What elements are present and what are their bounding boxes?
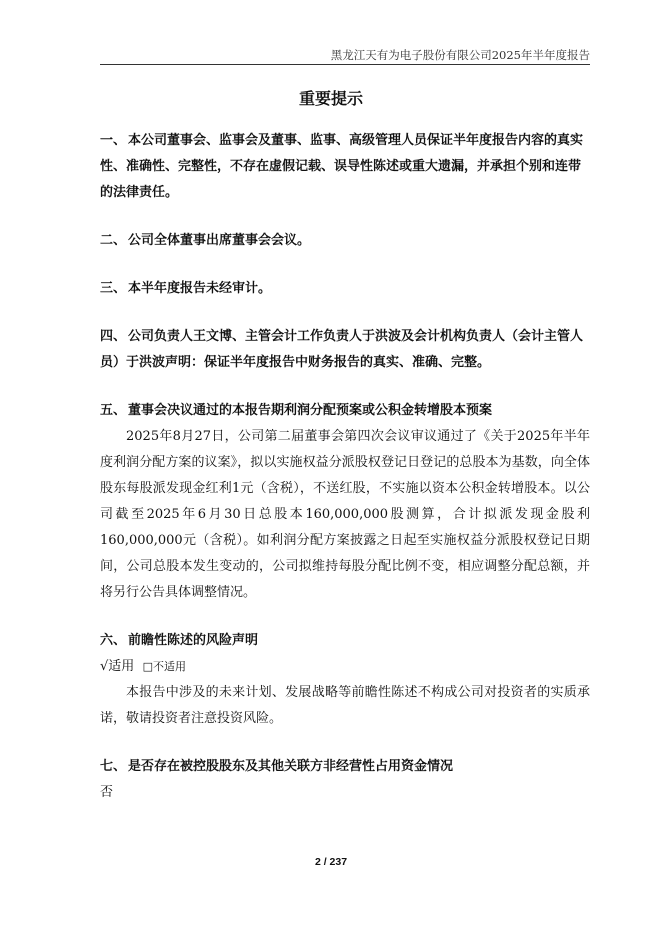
section-text: 公司负责人王文博、主管会计工作负责人于洪波及会计机构负责人（会计主管人员）于洪波声明：保证半年度报告中财务报告的真实、准确、完整。	[100, 329, 584, 370]
section-text: 是否存在被控股股东及其他关联方非经营性占用资金情况	[128, 759, 454, 774]
section-text: 本公司董事会、监事会及董事、监事、高级管理人员保证半年度报告内容的真实性、准确性、完整性，不存在虚假记载、误导性陈述或重大遗漏，并承担个别和连带的法律责任。	[100, 133, 584, 200]
applicable-checkbox: √适用	[100, 659, 135, 674]
section-text: 公司全体董事出席董事会会议。	[128, 233, 311, 248]
page-header: 黑龙江天有为电子股份有限公司2025年半年度报告	[330, 48, 590, 62]
section-text: 本半年度报告未经审计。	[128, 281, 272, 296]
section-number: 七、	[100, 759, 127, 774]
section-1-heading	[100, 128, 590, 206]
section-5-heading	[100, 398, 590, 424]
section-7-heading	[100, 754, 590, 780]
profit-distribution-paragraph: 2025年8月27日，公司第二届董事会第四次会议审议通过了《关于2025年半年度利润分配方案的议案》，拟以实施权益分派股权登记日登记的总股本为基数，向全体股东每股派发现金红利1元（含税），不送红股，不实施以资本公积金转增股本。以公司截至2025年6月30日总股本160,000,000股测算，合计拟派发现金股利160,000,000元（含税）。如利润分配方案披露之日起至实施权益分派股权登记日期间，公司总股本发生变动的，公司拟维持每股分配比例不变，相应调整分配总额，并将另行公告具体调整情况。	[100, 429, 590, 600]
section-2-heading	[100, 228, 590, 254]
section-number: 二、	[100, 233, 127, 248]
section-4-heading	[100, 324, 590, 376]
section-number: 六、	[100, 633, 127, 648]
document-body	[100, 128, 590, 806]
risk-statement-paragraph: 本报告中涉及的未来计划、发展战略等前瞻性陈述不构成公司对投资者的实质承诺，敬请投资者注意投资风险。	[100, 685, 590, 726]
applicability-checkboxes	[100, 654, 590, 680]
section-text: 前瞻性陈述的风险声明	[128, 633, 259, 648]
section-7-answer: 否	[100, 785, 114, 800]
section-number: 一、	[100, 133, 127, 148]
section-6-heading	[100, 628, 590, 654]
section-text: 董事会决议通过的本报告期利润分配预案或公积金转增股本预案	[128, 403, 493, 418]
section-number: 三、	[100, 281, 127, 296]
header-divider	[100, 64, 590, 65]
section-3-heading	[100, 276, 590, 302]
section-number: 五、	[100, 403, 127, 418]
not-applicable-checkbox: □不适用	[142, 660, 186, 673]
section-number: 四、	[100, 329, 127, 344]
page-title: 重要提示	[298, 89, 363, 108]
page-number: 2 / 237	[314, 856, 348, 868]
